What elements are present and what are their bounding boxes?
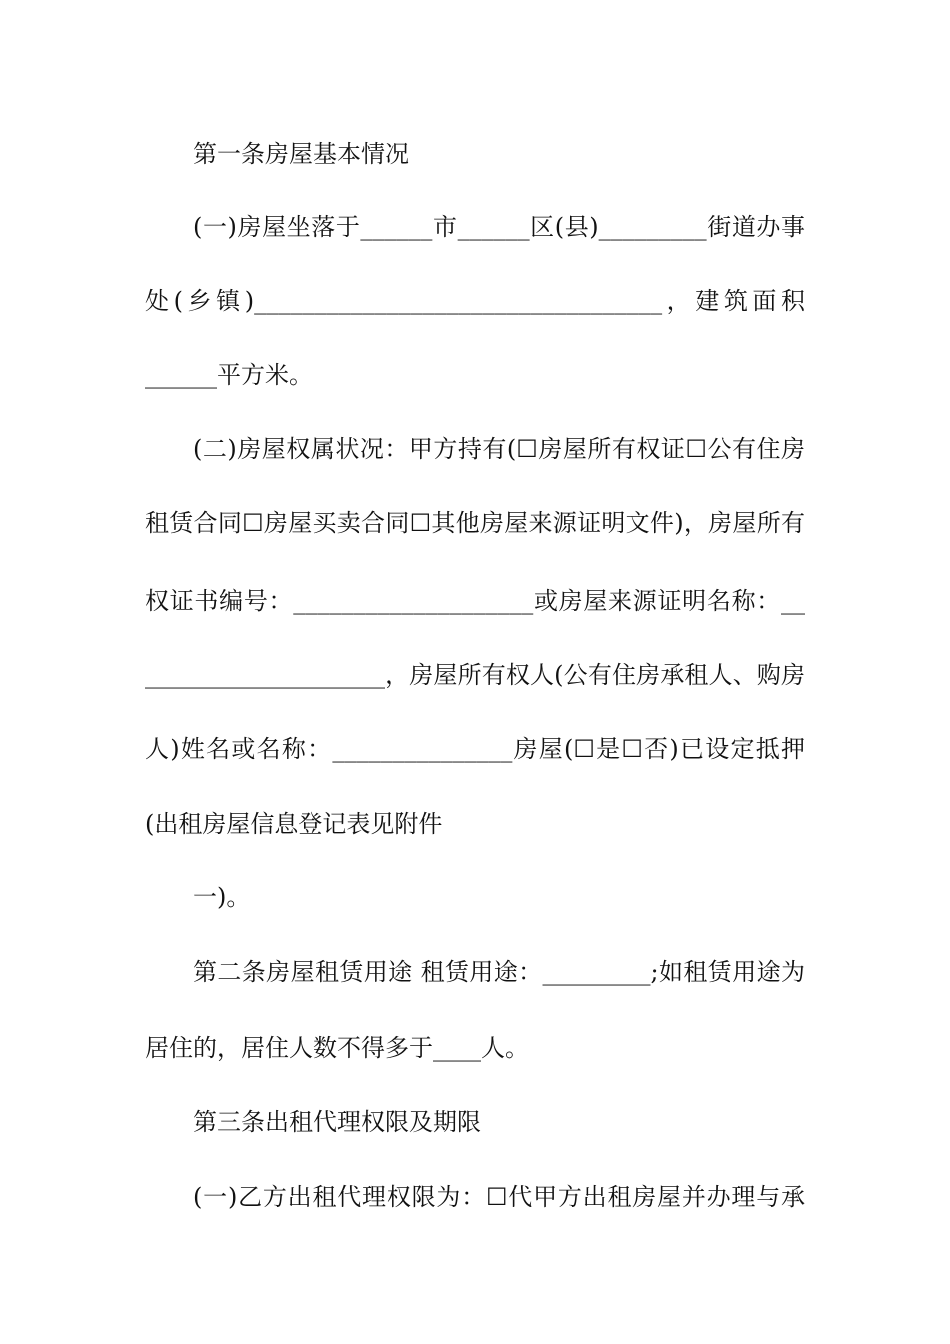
paragraph-line: (一)乙方出租代理权限为：☐代甲方出租房屋并办理与承 [193, 1183, 805, 1211]
paragraph-line: (一)房屋坐落于______市______区(县)_________街道办事 [193, 213, 805, 241]
paragraph-line: 权证书编号：____________________或房屋来源证明名称：__ [145, 587, 805, 615]
paragraph-line: (二)房屋权属状况：甲方持有(☐房屋所有权证☐公有住房 [193, 435, 805, 463]
section-heading-2-line: 第二条房屋租赁用途 租赁用途：_________;如租赁用途为 [193, 958, 805, 986]
paragraph-line: 居住的，居住人数不得多于____人。 [145, 1034, 529, 1062]
paragraph-line: ______平方米。 [145, 361, 313, 389]
paragraph-line: 处(乡镇)__________________________________，建筑面积 [145, 287, 805, 315]
paragraph-line: (出租房屋信息登记表见附件 [145, 810, 443, 838]
paragraph-line: 租赁合同☐房屋买卖合同☐其他房屋来源证明文件)，房屋所有 [145, 509, 805, 537]
section-heading-3: 第三条出租代理权限及期限 [193, 1108, 481, 1136]
section-heading-1: 第一条房屋基本情况 [193, 140, 409, 168]
paragraph-line: 一)。 [193, 883, 251, 911]
paragraph-line: 人)姓名或名称：_______________房屋(☐是☐否)已设定抵押 [145, 735, 805, 763]
paragraph-line: ____________________，房屋所有权人(公有住房承租人、购房 [145, 661, 805, 689]
